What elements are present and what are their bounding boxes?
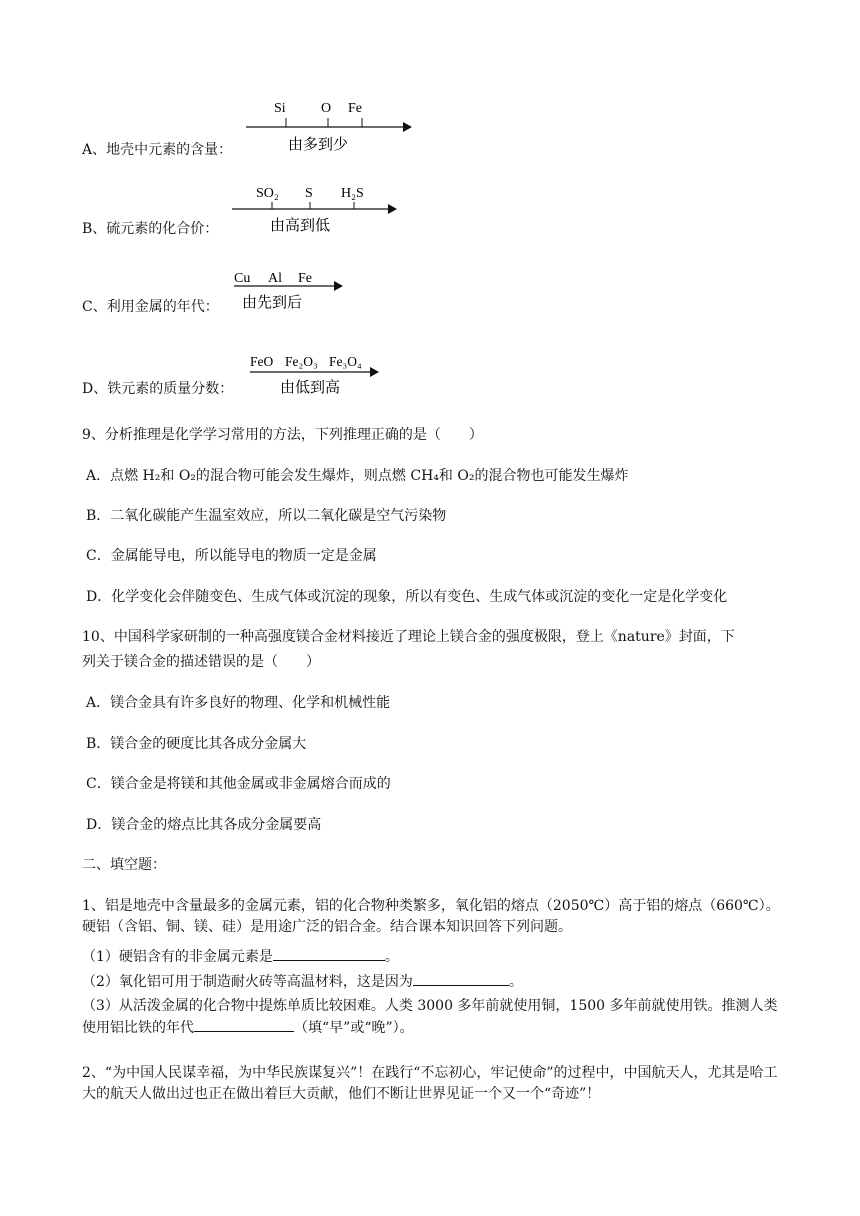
diagram-c: [230, 266, 360, 316]
q9-option-d: D．化学变化会伴随变色、生成气体或沉淀的现象，所以有变色、生成气体或沉淀的变化一定是化学变化: [86, 589, 728, 605]
axis-c-item-3: Fe: [298, 271, 312, 286]
section-heading: 二、填空题：: [82, 857, 166, 873]
q10-stem-line1: 10、中国科学家研制的一种高强度镁合金材料接近了理论上镁合金的强度极限，登上《nature》封面，下: [82, 629, 735, 645]
fill1-q2-text: （2）氧化铝可用于制造耐火砖等高温材料，这是因为: [82, 974, 413, 990]
axis-d-item-1: FeO: [250, 354, 274, 369]
axis-b-item-1: SO₂: [256, 186, 279, 201]
axis-b-item-3: H₂S: [341, 186, 364, 201]
axis-c-arrow: [334, 281, 343, 291]
fill1-q3: [82, 996, 782, 1039]
fill1-q2-end: 。: [508, 974, 523, 990]
diagram-b: [228, 178, 408, 238]
axis-c-caption: 由先到后: [242, 293, 303, 311]
fill1-q3-end: （填“早”或“晚”）。: [294, 1020, 414, 1036]
q10-option-d: D．镁合金的熔点比其各成分金属要高: [86, 817, 322, 833]
axis-a-caption: 由多到少: [288, 135, 349, 153]
fill1-q3-text: （3）从活泼金属的化合物中提炼单质比较困难。人类 3000 多年前就使用铜，1500 多年前就使用铁。推测人类使用铝比铁的年代: [82, 998, 778, 1036]
option-b-label: B、硫元素的化合价：: [82, 221, 219, 237]
q10-option-c: C．镁合金是将镁和其他金属或非金属熔合而成的: [86, 776, 391, 792]
q10-option-a: A．镁合金具有许多良好的物理、化学和机械性能: [86, 695, 391, 711]
axis-d-arrow: [370, 367, 379, 377]
option-a-label: A、地壳中元素的含量：: [82, 142, 233, 158]
option-c-label: C、利用金属的年代：: [82, 299, 219, 315]
fill1-q1-text: （1）硬铝含有的非金属元素是: [82, 949, 273, 965]
q10-option-b: B．镁合金的硬度比其各成分金属大: [86, 736, 307, 752]
fill1-q1-blank[interactable]: [273, 946, 385, 961]
axis-c-item-1: Cu: [234, 271, 251, 286]
fill1-q3-blank[interactable]: [194, 1017, 294, 1032]
option-d-label: D、铁元素的质量分数：: [82, 381, 234, 397]
axis-a-item-1: Si: [274, 101, 286, 116]
fill1-paragraph: 1、铝是地壳中含量最多的金属元素，铝的化合物种类繁多，氧化铝的熔点（2050℃）高于铝的熔点（660℃）。硬铝（含铝、铜、镁、硅）是用途广泛的铝合金。结合课本知识回答下列问题。: [82, 898, 780, 935]
q9-option-b: B．二氧化碳能产生温室效应，所以二氧化碳是空气污染物: [86, 508, 447, 524]
q10-stem-line2: 列关于镁合金的描述错误的是（ ）: [82, 654, 320, 670]
fill1-q2: [82, 971, 523, 992]
fill1-q1: [82, 946, 399, 967]
fill1-q2-blank[interactable]: [413, 971, 509, 986]
q9-option-c: C．金属能导电，所以能导电的物质一定是金属: [86, 548, 377, 564]
diagram-d: [248, 350, 388, 400]
axis-d-item-2: Fe₂O₃: [285, 354, 318, 369]
axis-d-item-3: Fe₃O₄: [329, 354, 362, 369]
axis-b-caption: 由高到低: [270, 216, 331, 234]
axis-c-item-2: Al: [268, 271, 282, 286]
axis-a-item-2: O: [321, 101, 332, 116]
q9-option-a: A．点燃 H₂和 O₂的混合物可能会发生爆炸，则点燃 CH₄和 O₂的混合物也可能发生爆炸: [86, 468, 629, 484]
axis-d-caption: 由低到高: [280, 378, 341, 396]
axis-b-arrow: [388, 204, 397, 214]
axis-a-item-3: Fe: [348, 101, 362, 116]
axis-b-item-2: S: [305, 186, 313, 201]
q9-stem: 9、分析推理是化学学习常用的方法，下列推理正确的是（ ）: [82, 427, 483, 443]
axis-a-arrow: [403, 122, 412, 132]
fill2-paragraph: 2、“为中国人民谋幸福，为中华民族谋复兴”！在践行“不忘初心，牢记使命”的过程中，中国航天人，尤其是哈工大的航天人做出过也正在做出着巨大贡献，他们不断让世界见证一个又一个“奇迹”！: [82, 1065, 778, 1102]
diagram-a: [240, 96, 420, 156]
fill1-q1-end: 。: [384, 949, 399, 965]
